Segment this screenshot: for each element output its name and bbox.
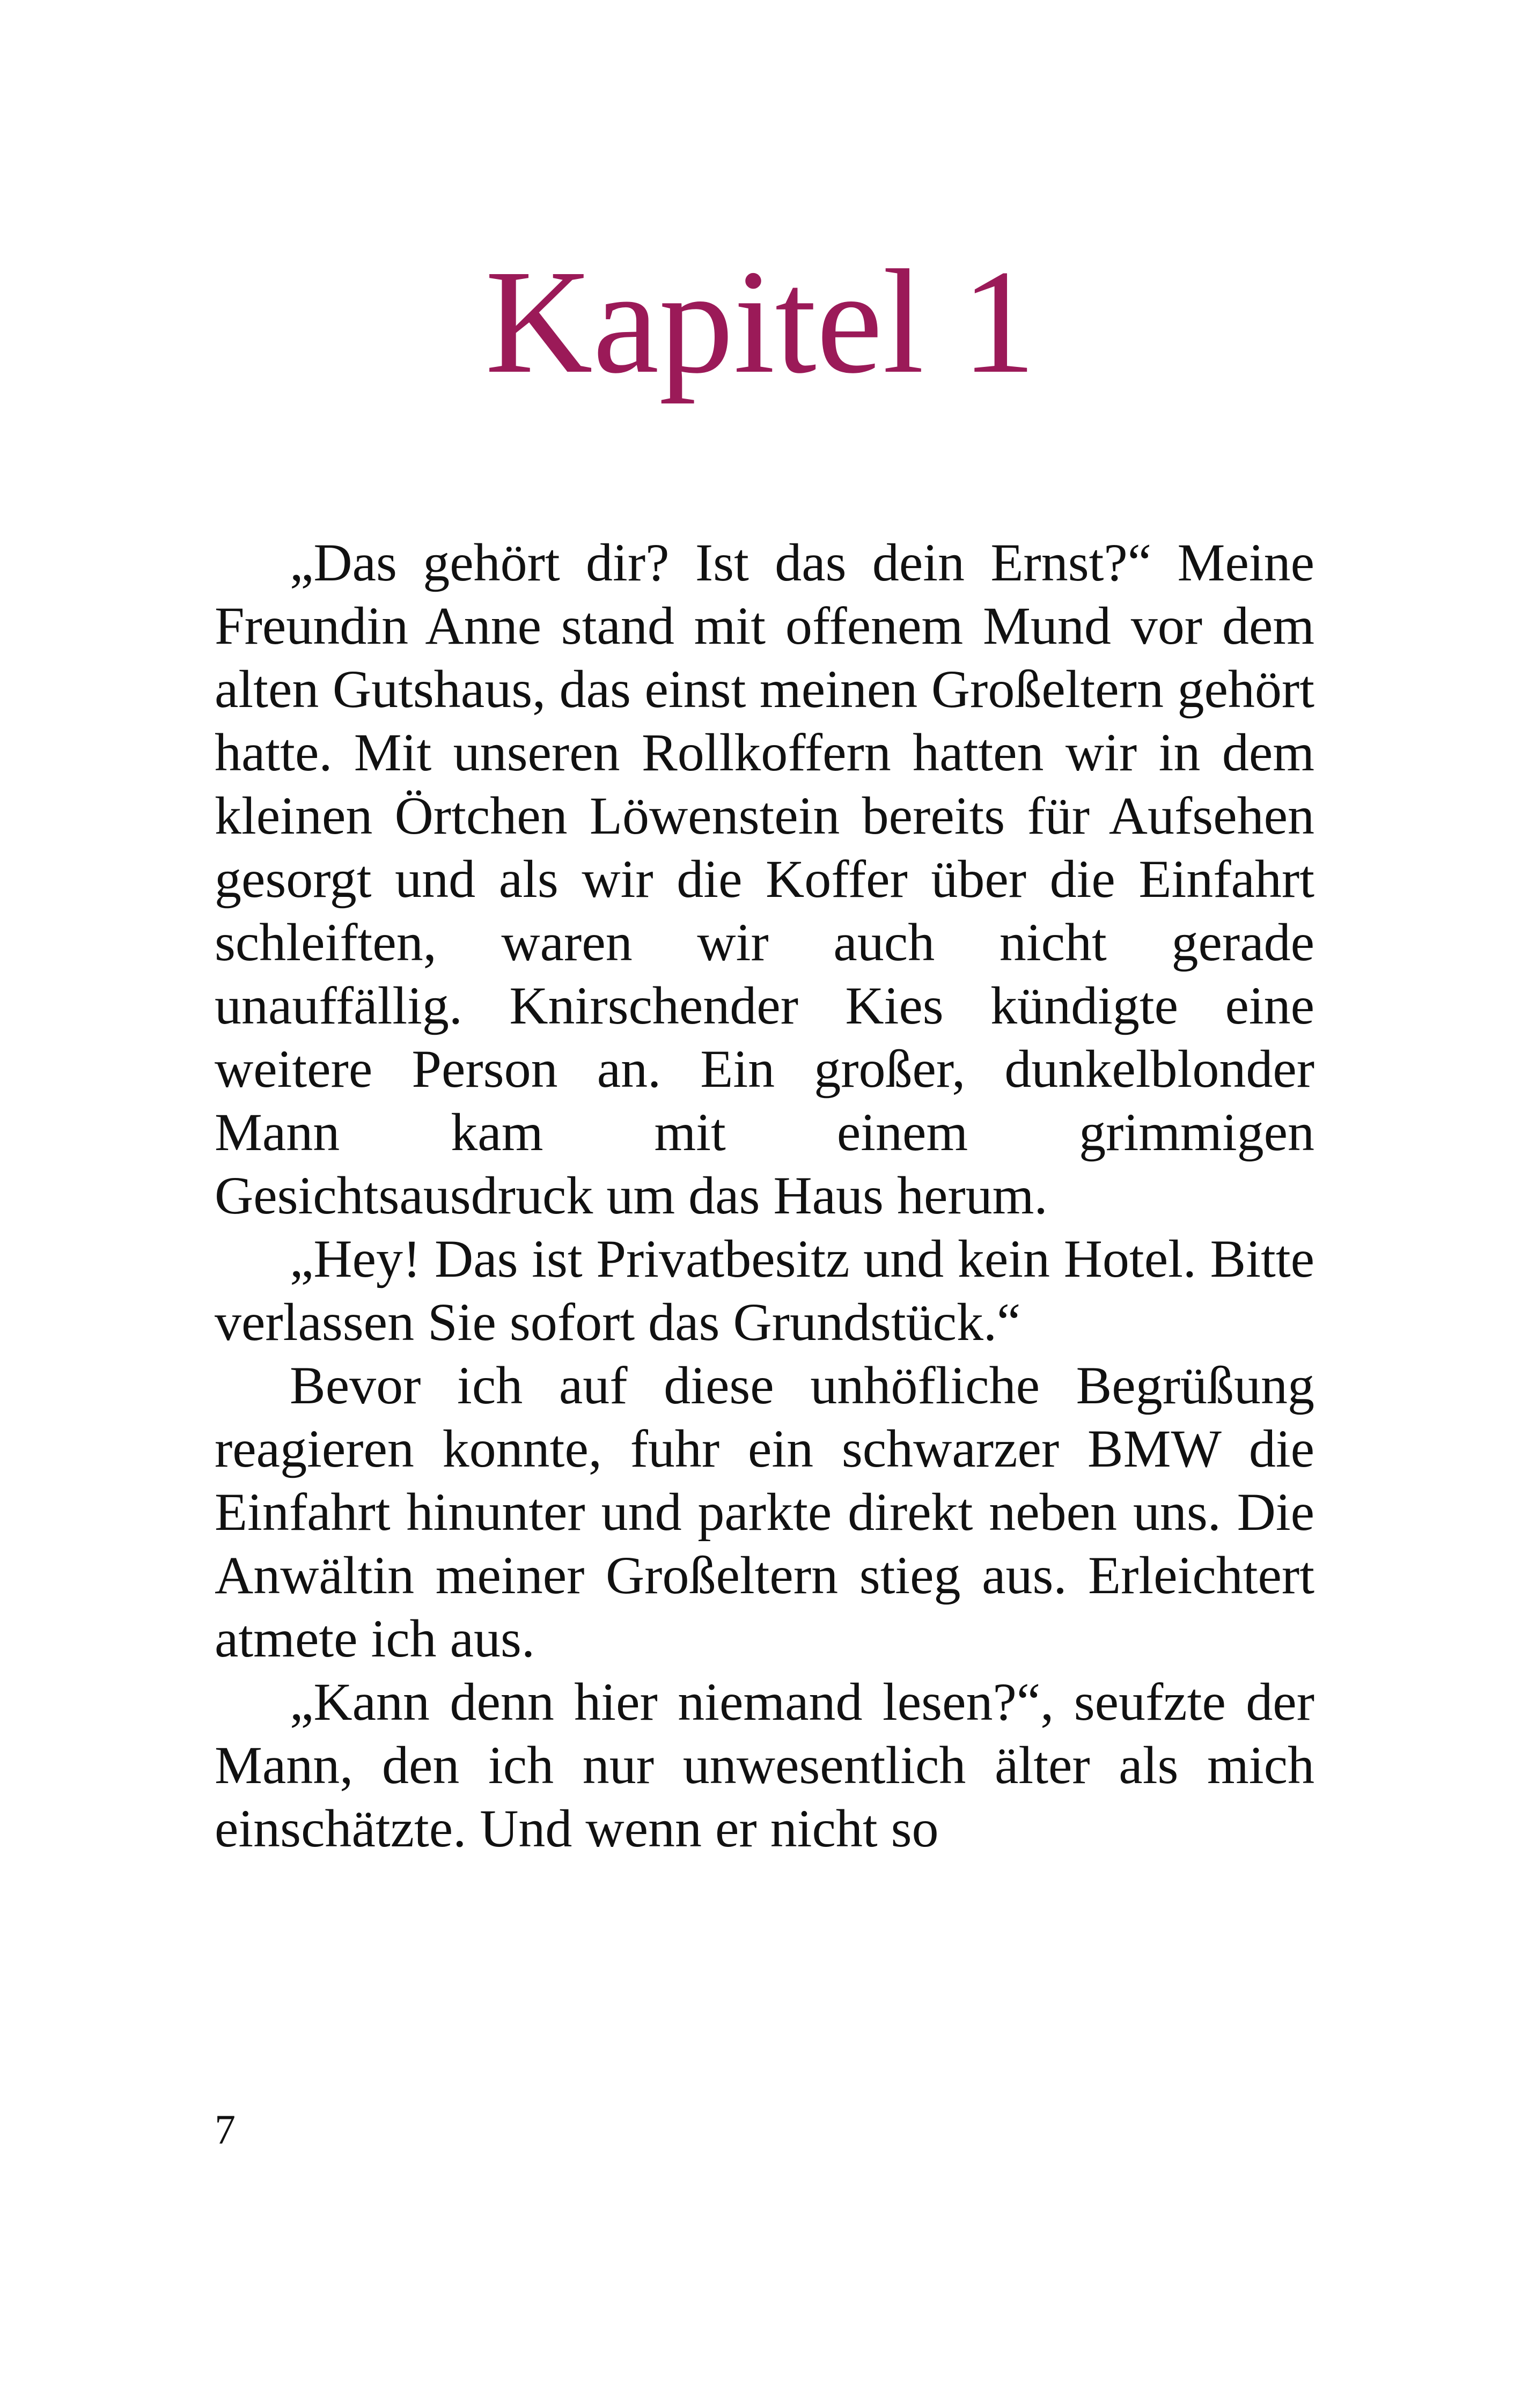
- page-number: 7: [215, 2106, 236, 2153]
- chapter-title: Kapitel 1: [485, 239, 1036, 404]
- body-text: [215, 531, 1314, 1860]
- paragraph: Bevor ich auf diese unhöfliche Begrüßung reagieren konnte, fuhr ein schwarzer BMW die Einfahrt hinunter und parkte direkt neben uns. Die Anwältin meiner Großeltern stieg aus. Erleichtert atmete ich aus.: [215, 1356, 1314, 1668]
- paragraph: „Kann denn hier niemand lesen?“, seufzte der Mann, den ich nur unwesentlich älter als mich einschätzte. Und wenn er nicht so: [215, 1672, 1314, 1858]
- paragraph: „Hey! Das ist Privatbesitz und kein Hotel. Bitte verlassen Sie sofort das Grundstück.“: [215, 1229, 1314, 1352]
- paragraph: „Das gehört dir? Ist das dein Ernst?“ Meine Freundin Anne stand mit offenem Mund vor dem alten Gutshaus, das einst meinen Großeltern gehört hatte. Mit unseren Rollkoffern hatten wir in dem kleinen Örtchen Löwenstein bereits für Aufsehen gesorgt und als wir die Koffer über die Einfahrt schleiften, waren wir auch nicht gerade unauffällig. Knirschender Kies kündigte eine weitere Person an. Ein großer, dunkelblonder Mann kam mit einem grimmigen Gesichtsausdruck um das Haus herum.: [215, 533, 1314, 1225]
